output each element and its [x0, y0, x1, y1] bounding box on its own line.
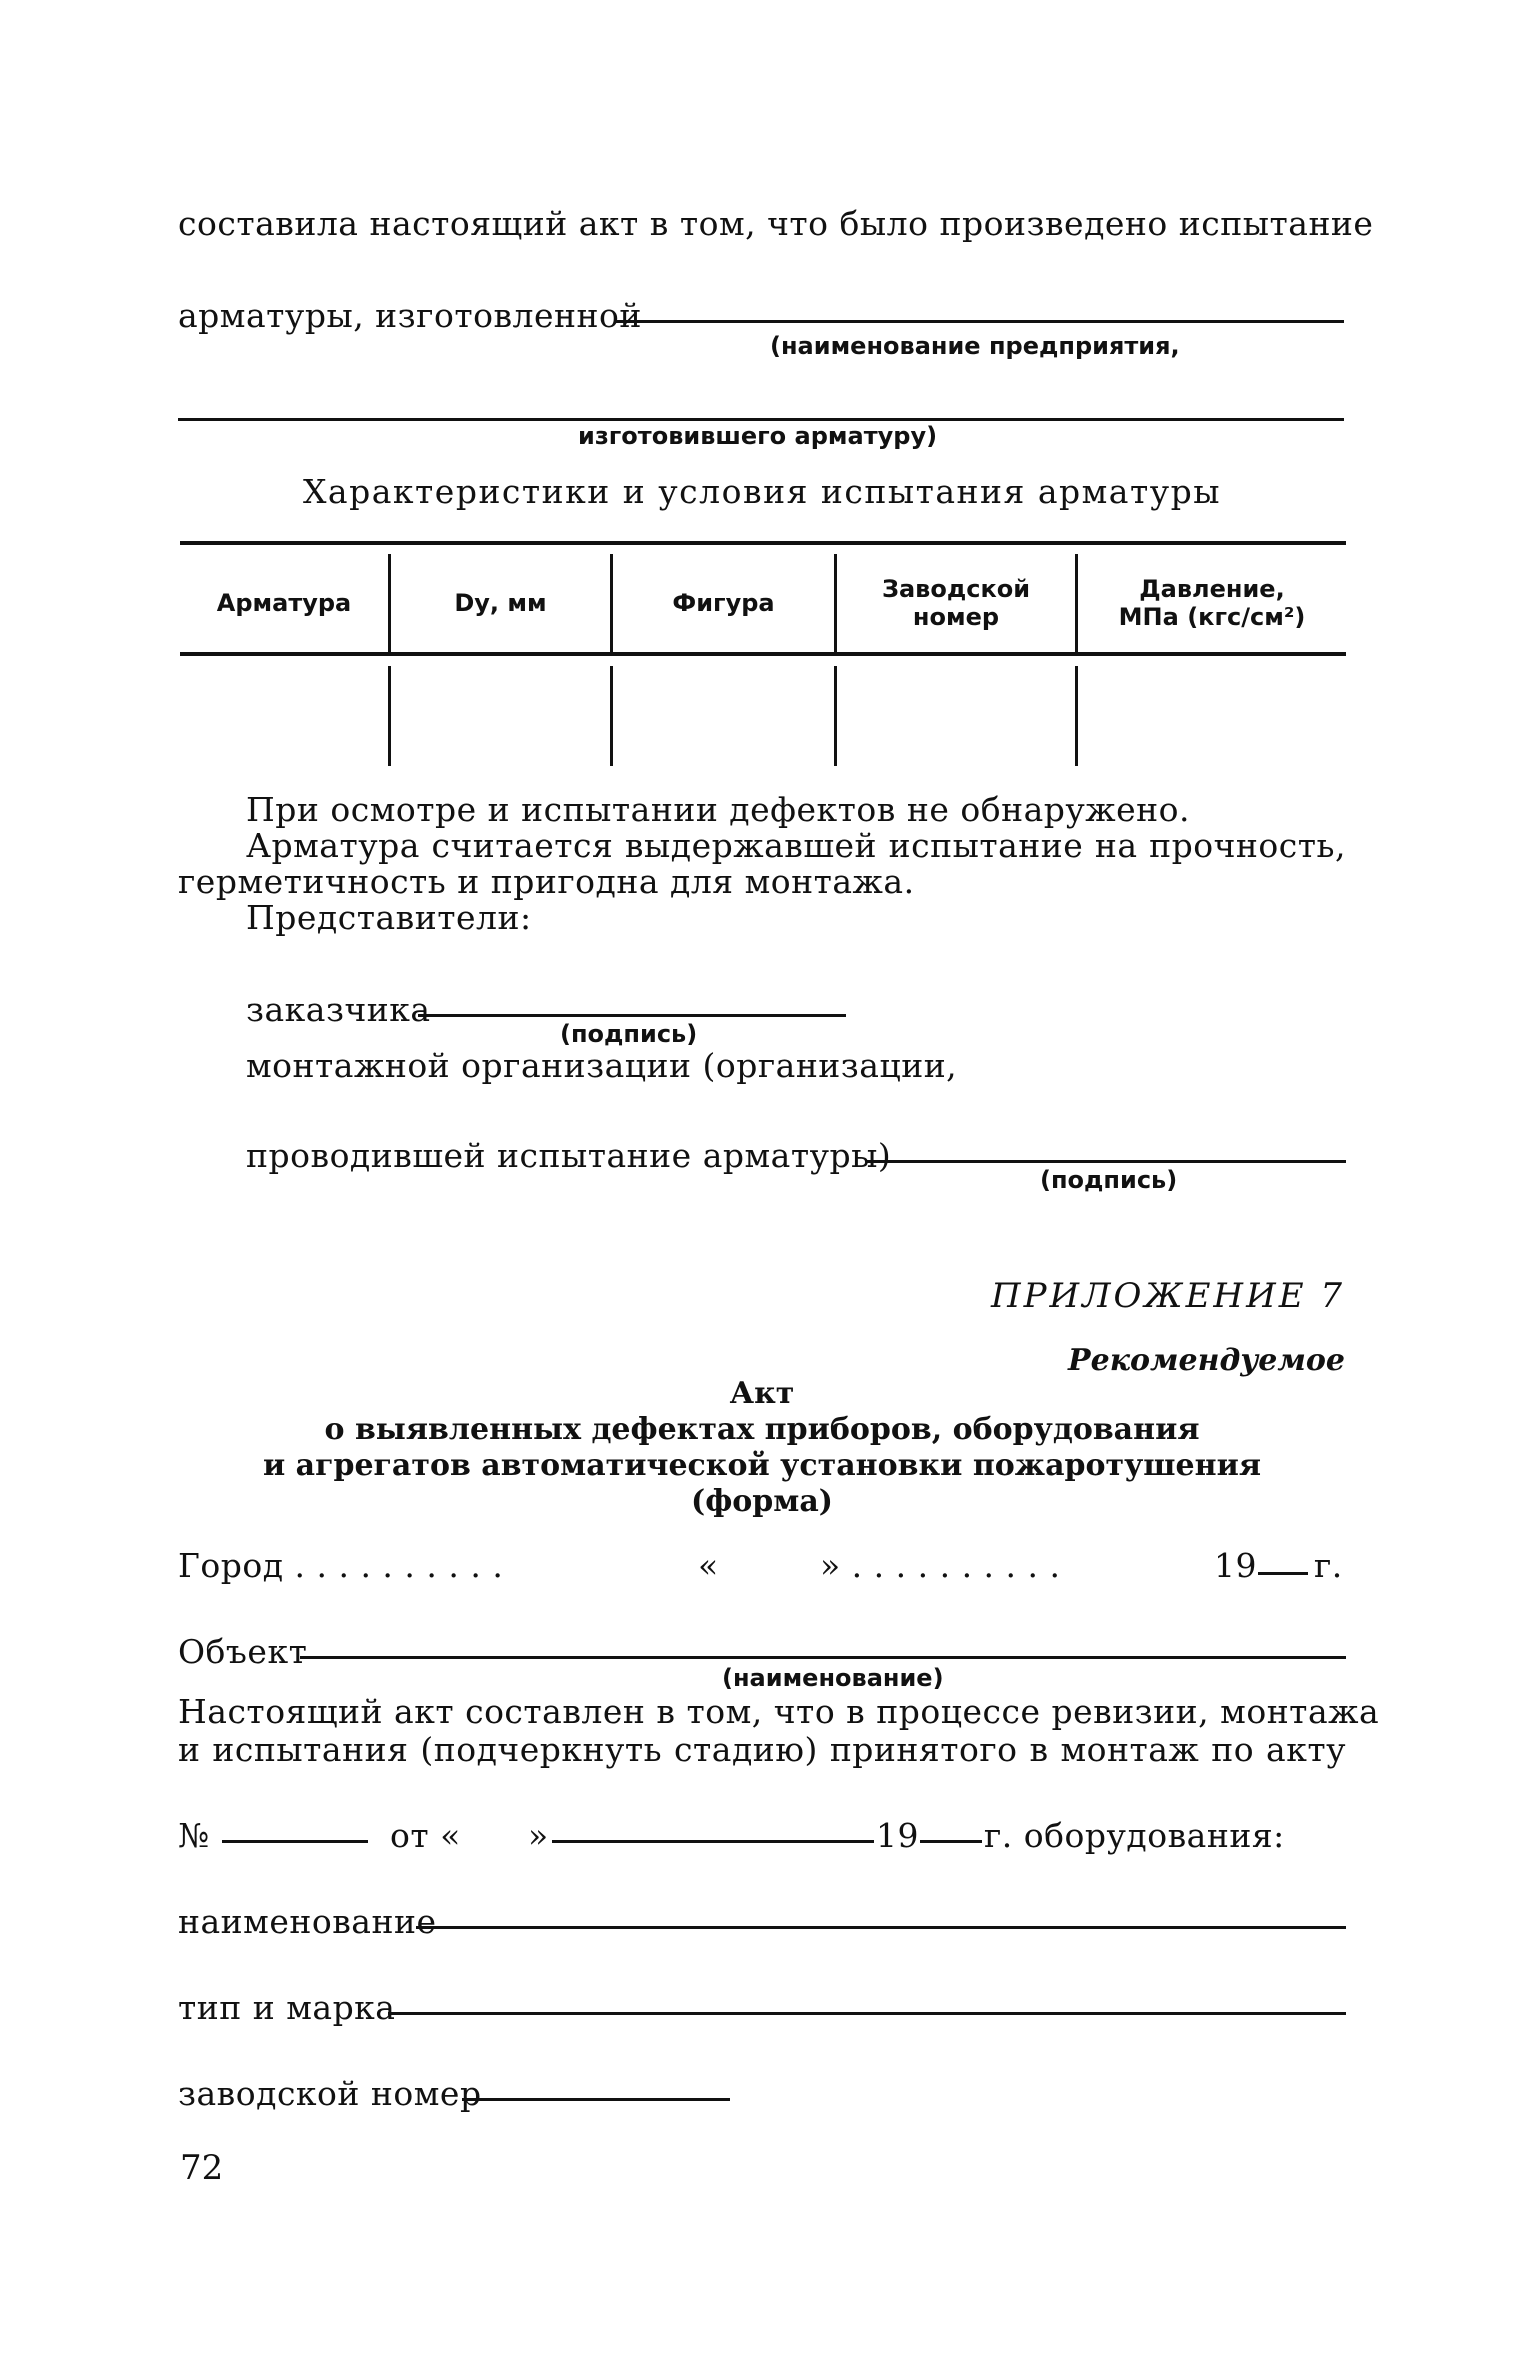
equipment-name-fill-line: [416, 1926, 1346, 1929]
th-dn: Dу, мм: [454, 589, 547, 617]
equipment-serial-fill-line: [462, 2098, 730, 2101]
equipment-name-label: наименование: [178, 1902, 437, 1941]
col-divider: [388, 666, 391, 766]
object-fill-line: [300, 1656, 1346, 1659]
fill-line-enterprise: [616, 320, 1344, 323]
th-serial: Заводской номер: [881, 575, 1031, 631]
appendix-label: ПРИЛОЖЕНИЕ 7: [990, 1276, 1345, 1316]
signature-line-installer: [866, 1160, 1346, 1163]
table-top-border: [180, 541, 1346, 545]
paragraph-passed-2: герметичность и пригодна для монтажа.: [178, 862, 915, 901]
date-quote-close: » . . . . . . . . . .: [820, 1546, 1061, 1585]
object-label: Объект: [178, 1632, 308, 1671]
act-date-quote-close: »: [528, 1816, 549, 1855]
table-heading: Характеристики и условия испытания арматуры: [302, 472, 1222, 511]
act-date-fill-line: [552, 1840, 874, 1843]
col-divider: [610, 666, 613, 766]
equipment-type-fill-line: [388, 2012, 1346, 2015]
act-subtitle-2: и агрегатов автоматической установки пожаротушения: [262, 1448, 1262, 1483]
text-line-2: арматуры, изготовленной: [178, 296, 642, 335]
act-title: Акт: [729, 1376, 795, 1411]
act-date-from: от «: [390, 1816, 461, 1855]
act-number-fill-line: [222, 1840, 368, 1843]
paragraph-passed-1: Арматура считается выдержавшей испытание на прочность,: [246, 826, 1346, 865]
representatives-label: Представители:: [246, 898, 532, 937]
year-fill-line: [1258, 1572, 1308, 1575]
caption-manufacturer: изготовившего арматуру): [578, 422, 938, 450]
act-year-suffix: г. оборудования:: [984, 1816, 1285, 1855]
caption-signature-2: (подпись): [1040, 1166, 1178, 1194]
th-figure: Фигура: [672, 589, 775, 617]
act-year-fill-line: [920, 1840, 982, 1843]
date-year: 19: [1214, 1546, 1257, 1585]
rep-installer-1: монтажной организации (организации,: [246, 1046, 958, 1085]
equipment-serial-label: заводской номер: [178, 2074, 482, 2113]
paragraph-act-2: и испытания (подчеркнуть стадию) принятого в монтаж по акту: [178, 1730, 1346, 1769]
signature-line-customer: [418, 1014, 846, 1017]
col-divider: [834, 666, 837, 766]
equipment-type-label: тип и марка: [178, 1988, 396, 2027]
act-number-label: №: [178, 1816, 210, 1855]
city-field: Город . . . . . . . . . .: [178, 1546, 504, 1585]
caption-signature-1: (подпись): [560, 1020, 698, 1048]
recommended-label: Рекомендуемое: [1068, 1343, 1345, 1378]
th-pressure: Давление, МПа (кгс/см²): [1118, 575, 1306, 631]
act-year: 19: [876, 1816, 919, 1855]
caption-enterprise: (наименование предприятия,: [770, 332, 1180, 360]
act-subtitle-1: о выявленных дефектах приборов, оборудования: [324, 1412, 1200, 1447]
text-line-1: составила настоящий акт в том, что было произведено испытание: [178, 204, 1374, 243]
object-caption: (наименование): [722, 1664, 944, 1692]
date-quote-open: «: [698, 1546, 719, 1585]
rep-customer: заказчика: [246, 990, 431, 1029]
fill-line-enterprise-2: [178, 418, 1344, 421]
rep-installer-2: проводившей испытание арматуры): [246, 1136, 892, 1175]
th-armature: Арматура: [216, 589, 352, 617]
col-divider: [1075, 666, 1078, 766]
paragraph-no-defects: При осмотре и испытании дефектов не обнаружено.: [246, 790, 1191, 829]
date-year-suffix: г.: [1314, 1546, 1343, 1585]
page-number: 72: [180, 2148, 224, 2188]
act-form-label: (форма): [691, 1484, 833, 1519]
paragraph-act-1: Настоящий акт составлен в том, что в процессе ревизии, монтажа: [178, 1692, 1380, 1731]
table-header-border: [180, 652, 1346, 656]
